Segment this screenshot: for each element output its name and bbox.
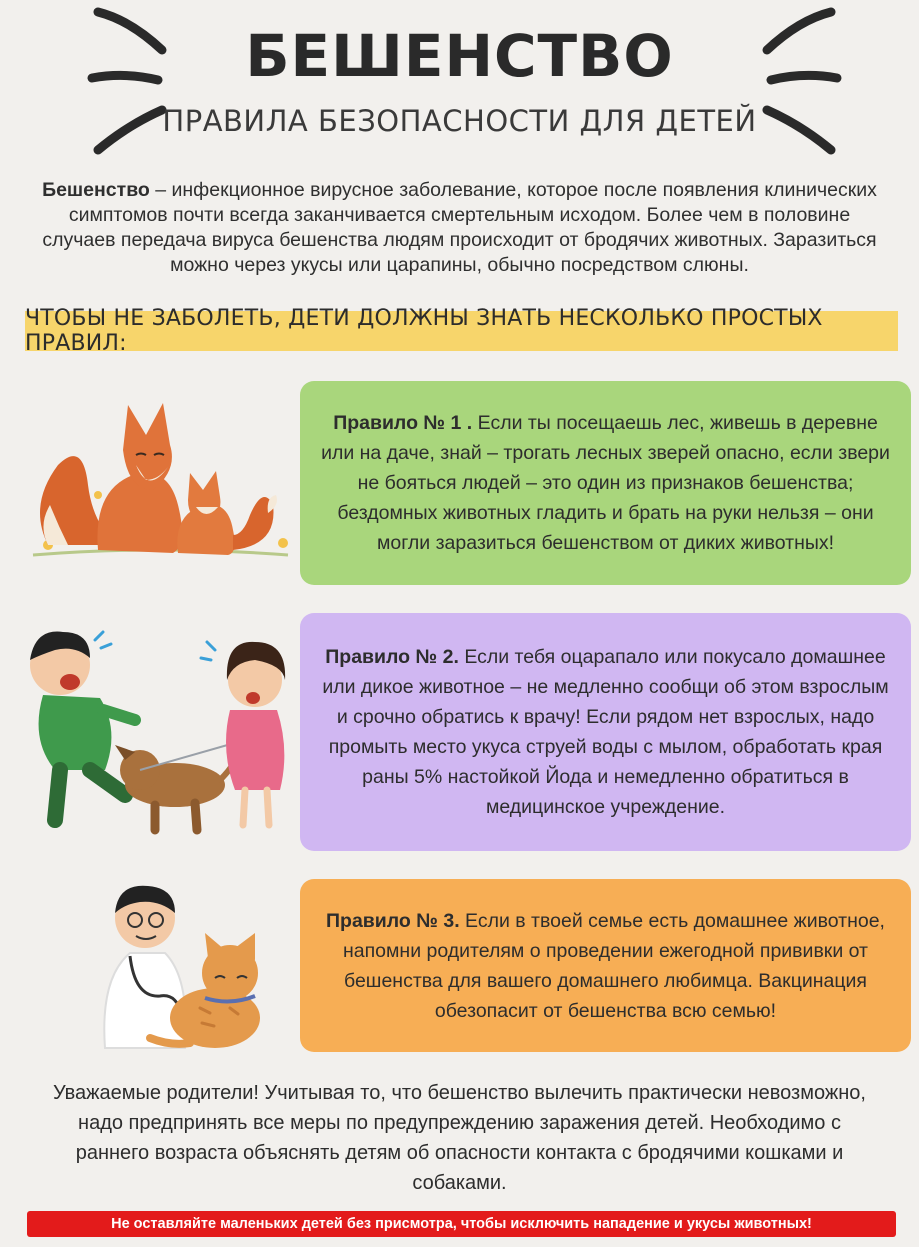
rule-3-label: Правило № 3.: [326, 909, 460, 932]
rule-3-text: Правило № 3. Если в твоей семье есть домашнее животное, напомни родителям о проведении ежегодной прививки от бешенства для вашего домашнего любимца. Вакцинация обезопасит от бешенства всю семью!: [326, 909, 885, 1022]
rule-1-card: [300, 381, 911, 585]
dog-biting-kids-illustration: [15, 620, 295, 835]
rule-3-card: [300, 879, 911, 1052]
warning-banner: Не оставляйте маленьких детей без присмотра, чтобы исключить нападение и укусы животных!: [27, 1211, 896, 1237]
rule-2-card: [300, 613, 911, 851]
doctor-with-cat-illustration: [90, 878, 280, 1053]
parents-note: Уважаемые родители! Учитывая то, что бешенство вылечить практически невозможно, надо предпринять все меры по предупреждению заражения детей. Необходимо с раннего возраста объяснять детям об опасности контакта с бродячими кошками и собаками.: [53, 1082, 866, 1194]
rule-1-text: Правило № 1 . Если ты посещаешь лес, живешь в деревне или на даче, знай – трогать лесных зверей опасно, если звери не бояться людей – это один из признаков бешенства; бездомных животных гладить и брать на руки нельзя – они могли заразиться бешенством от диких животных!: [321, 412, 890, 554]
page-subtitle: ПРАВИЛА БЕЗОПАСНОСТИ ДЛЯ ДЕТЕЙ: [162, 104, 757, 138]
intro-text: – инфекционное вирусное заболевание, которое после появления клинических симптомов почти всегда заканчивается смертельным исходом. Более чем в половине случаев передача вируса бешенства людям происходит от бродячих животных. Заразиться можно через укусы или царапины, обычно посредством слюны.: [42, 179, 877, 276]
intro-term: Бешенство: [42, 179, 150, 201]
rule-1-label: Правило № 1 .: [333, 412, 473, 434]
rules-banner: ЧТОБЫ НЕ ЗАБОЛЕТЬ, ДЕТИ ДОЛЖНЫ ЗНАТЬ НЕСКОЛЬКО ПРОСТЫХ ПРАВИЛ:: [25, 311, 898, 351]
page-title: БЕШЕНСТВО: [245, 22, 674, 90]
rule-2-label: Правило № 2.: [325, 646, 459, 668]
rule-2-text: Правило № 2. Если тебя оцарапало или покусало домашнее или дикое животное – не медленно сообщи об этом взрослым и срочно обратись к врачу! Если рядом нет взрослых, надо промыть место укуса струей воды с мылом, обработать края раны 5% настойкой Йода и немедленно обратиться в медицинское учреждение.: [322, 646, 889, 818]
intro-paragraph: [30, 178, 889, 278]
fox-family-illustration: [28, 395, 293, 565]
